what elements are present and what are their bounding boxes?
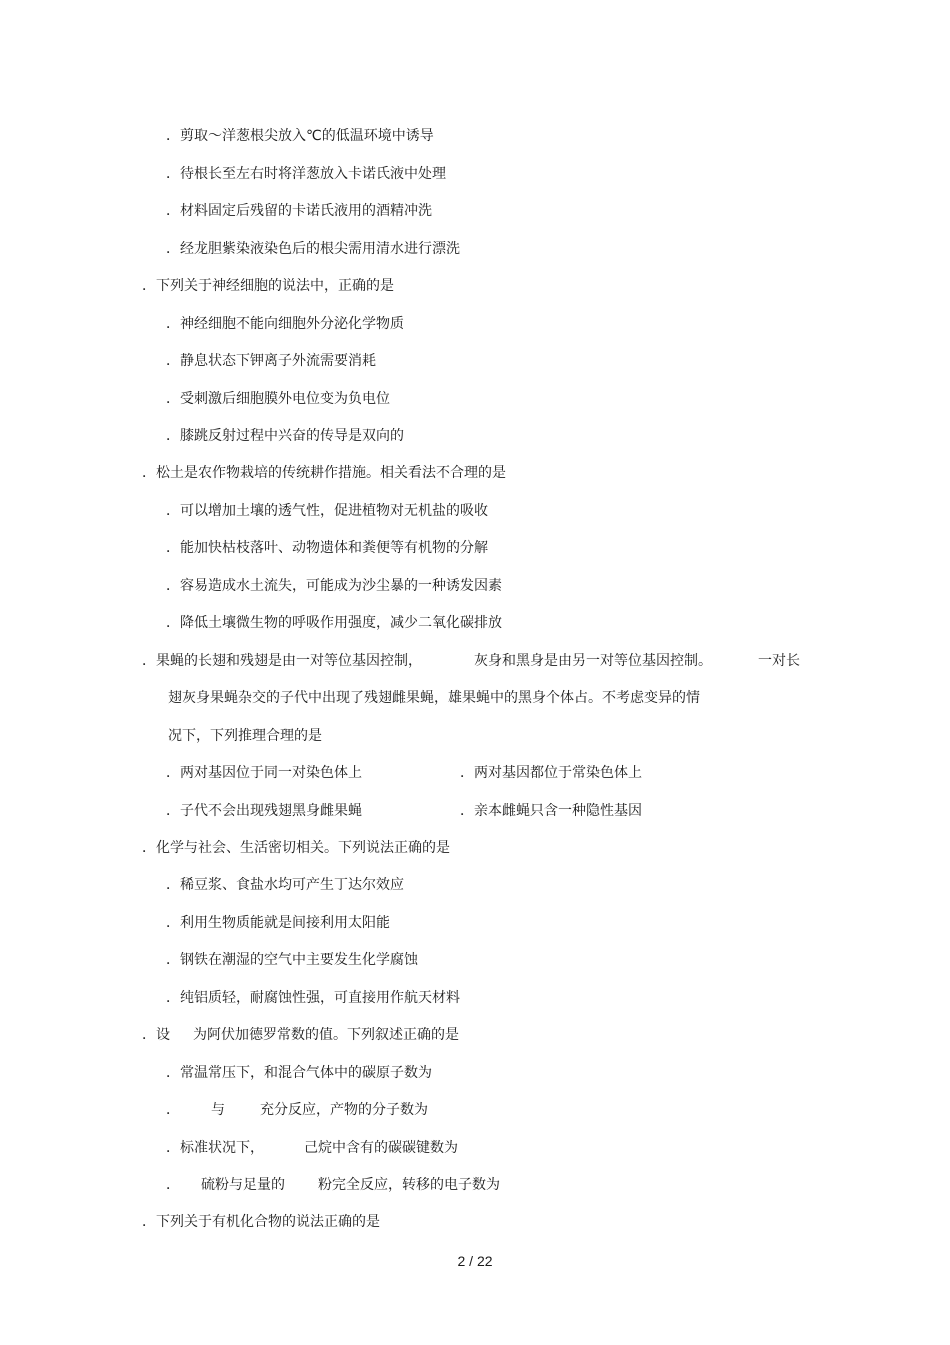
- q2-option-c: ．受刺激后细胞膜外电位变为负电位: [166, 391, 390, 407]
- q1-option-a: ．剪取～洋葱根尖放入℃的低温环境中诱导: [166, 128, 434, 144]
- q3-option-c: ．容易造成水土流失，可能成为沙尘暴的一种诱发因素: [166, 578, 502, 594]
- q3-option-a: ．可以增加土壤的透气性，促进植物对无机盐的吸收: [166, 503, 488, 519]
- q4-stem-line1-part1: ．果蝇的长翅和残翅是由一对等位基因控制，: [142, 653, 422, 669]
- q6-option-b-part3: 充分反应，产物的分子数为: [260, 1102, 428, 1118]
- q6-stem-part1: ．设: [142, 1027, 170, 1043]
- q6-option-b-part1: ．: [166, 1102, 180, 1118]
- q6-stem-part2: 为阿伏加德罗常数的值。下列叙述正确的是: [193, 1027, 459, 1043]
- q4-option-a: ．两对基因位于同一对染色体上: [166, 765, 362, 781]
- q5-option-c: ．钢铁在潮湿的空气中主要发生化学腐蚀: [166, 952, 418, 968]
- q7-stem: ．下列关于有机化合物的说法正确的是: [142, 1214, 380, 1230]
- q4-stem-line3: 况下，下列推理合理的是: [168, 728, 322, 744]
- q5-option-a: ．稀豆浆、食盐水均可产生丁达尔效应: [166, 877, 404, 893]
- q6-option-d-part2: 硫粉与足量的: [201, 1177, 285, 1193]
- q6-option-a: ．常温常压下，和混合气体中的碳原子数为: [166, 1065, 432, 1081]
- q4-stem-line1-part2: 灰身和黑身是由另一对等位基因控制。: [474, 653, 712, 669]
- q6-option-c-part1: ．标准状况下，: [166, 1140, 264, 1156]
- q1-option-b: ．待根长至左右时将洋葱放入卡诺氏液中处理: [166, 166, 446, 182]
- q5-option-b: ．利用生物质能就是间接利用太阳能: [166, 915, 390, 931]
- q2-stem: ．下列关于神经细胞的说法中，正确的是: [142, 278, 394, 294]
- q6-option-b-part2: 与: [211, 1102, 225, 1118]
- q4-stem-line2: 翅灰身果蝇杂交的子代中出现了残翅雌果蝇，雄果蝇中的黑身个体占。不考虑变异的情: [168, 690, 700, 706]
- q4-option-c: ．子代不会出现残翅黑身雌果蝇: [166, 803, 362, 819]
- page-number: 2 / 22: [457, 1253, 493, 1269]
- q5-stem: ．化学与社会、生活密切相关。下列说法正确的是: [142, 840, 450, 856]
- q1-option-d: ．经龙胆紫染液染色后的根尖需用清水进行漂洗: [166, 241, 460, 257]
- q6-option-c-part2: 己烷中含有的碳碳键数为: [304, 1140, 458, 1156]
- q3-option-b: ．能加快枯枝落叶、动物遗体和粪便等有机物的分解: [166, 540, 488, 556]
- q6-option-d-part1: ．: [166, 1177, 180, 1193]
- q2-option-d: ．膝跳反射过程中兴奋的传导是双向的: [166, 428, 404, 444]
- q5-option-d: ．纯铝质轻，耐腐蚀性强，可直接用作航天材料: [166, 990, 460, 1006]
- q2-option-a: ．神经细胞不能向细胞外分泌化学物质: [166, 316, 404, 332]
- q4-stem-line1-part3: 一对长: [758, 653, 800, 669]
- q6-option-d-part3: 粉完全反应，转移的电子数为: [318, 1177, 500, 1193]
- q3-stem: ．松土是农作物栽培的传统耕作措施。相关看法不合理的是: [142, 465, 506, 481]
- q4-option-d: ．亲本雌蝇只含一种隐性基因: [460, 803, 642, 819]
- q1-option-c: ．材料固定后残留的卡诺氏液用的酒精冲洗: [166, 203, 432, 219]
- q4-option-b: ．两对基因都位于常染色体上: [460, 765, 642, 781]
- q2-option-b: ．静息状态下钾离子外流需要消耗: [166, 353, 376, 369]
- q3-option-d: ．降低土壤微生物的呼吸作用强度，减少二氧化碳排放: [166, 615, 502, 631]
